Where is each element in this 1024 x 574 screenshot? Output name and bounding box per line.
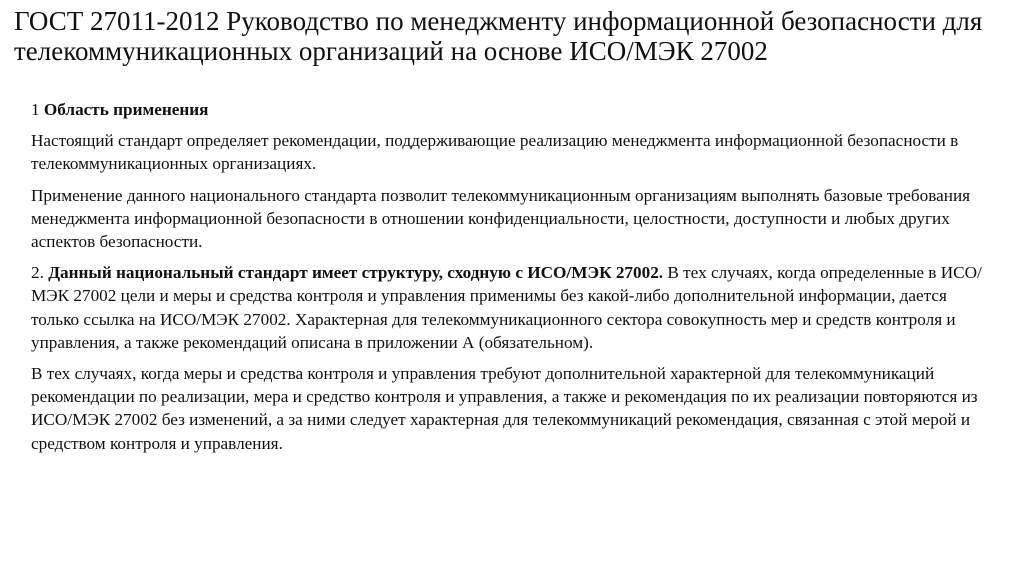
section-2-paragraph-1 bbox=[31, 261, 991, 354]
section-1-heading bbox=[31, 98, 991, 121]
document-body bbox=[31, 98, 991, 463]
section-1-number: 1 bbox=[31, 100, 40, 119]
section-2-number: 2. bbox=[31, 263, 44, 283]
section-1-title: Область применения bbox=[43, 100, 209, 119]
document-title: ГОСТ 27011-2012 Руководство по менеджменту информационной безопасности для телекоммуникационных организаций на основе ИСО/МЭК 27002 bbox=[14, 6, 983, 66]
section-2-paragraph-2: В тех случаях, когда меры и средства контроля и управления требуют дополнительной характерной для телекоммуникаций рекомендации по реализации, мера и средство контроля и управления, а также и рекомендация по их реализации повторяются из ИСО/МЭК 27002 без изменений, а за ними следует характерная для телекоммуникаций рекомендация, связанная с этой мерой и средством контроля и управления. bbox=[31, 364, 978, 453]
section-2-text: В тех случаях, когда определенные в ИСО/МЭК 27002 цели и меры и средства контроля и управления применимы без какой-либо дополнительной информации, дается только ссылка на ИСО/МЭК 27002. Характерная для телекоммуникационного сектора совокупность мер и средств контроля и управления, а также рекомендаций описана в приложении А (обязательном). bbox=[31, 263, 982, 352]
section-1-paragraph-1: Настоящий стандарт определяет рекомендации, поддерживающие реализацию менеджмента информационной безопасности в телекоммуникационных организациях. bbox=[31, 131, 959, 174]
section-1-paragraph-2: Применение данного национального стандарта позволит телекоммуникационным организациям выполнять базовые требования менеджмента информационной безопасности в отношении конфиденциальности, целостности, доступности и любых других аспектов безопасности. bbox=[31, 185, 971, 252]
section-2-title: Данный национальный стандарт имеет структуру, сходную с ИСО/МЭК 27002. bbox=[48, 263, 664, 283]
